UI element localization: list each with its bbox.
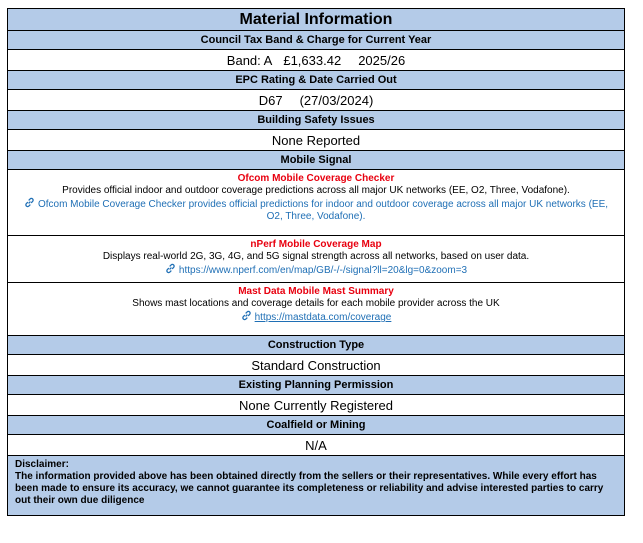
ofcom-description: Provides official indoor and outdoor coverage predictions across all major UK networks (EE, O2, Three, Vodafone).: [62, 185, 570, 196]
ofcom-link[interactable]: [16, 197, 616, 223]
council-tax-header: Council Tax Band & Charge for Current Year: [8, 31, 624, 50]
mastdata-title: Mast Data Mobile Mast Summary: [238, 286, 394, 297]
mastdata-link[interactable]: [16, 310, 616, 324]
construction-header: Construction Type: [8, 336, 624, 355]
coalfield-value: N/A: [8, 435, 624, 456]
council-tax-charge: £1,633.42: [283, 53, 342, 68]
mastdata-description: Shows mast locations and coverage details for each mobile provider across the UK: [132, 298, 500, 309]
link-icon: [165, 263, 176, 274]
mastdata-provider-block: [8, 283, 624, 336]
mastdata-link-text[interactable]: https://mastdata.com/coverage: [254, 312, 392, 323]
mobile-signal-header: Mobile Signal: [8, 151, 624, 170]
construction-value: Standard Construction: [8, 355, 624, 376]
building-safety-header: Building Safety Issues: [8, 111, 624, 130]
planning-value: None Currently Registered: [8, 395, 624, 416]
ofcom-link-text[interactable]: Ofcom Mobile Coverage Checker provides official predictions for indoor and outdoor coverage across all major UK networks (EE, O2, Three, Vodafone).: [37, 199, 609, 222]
disclaimer-text: The information provided above has been obtained directly from the sellers or their representatives. While every effort has been made to ensure its accuracy, we cannot guarantee its completeness or reliability and advise interested parties to carry out their own due diligence: [15, 471, 604, 506]
epc-rating: D67: [258, 93, 283, 108]
coalfield-header: Coalfield or Mining: [8, 416, 624, 435]
council-tax-value: [8, 50, 624, 71]
nperf-title: nPerf Mobile Coverage Map: [250, 239, 382, 250]
building-safety-value: None Reported: [8, 130, 624, 151]
council-tax-band: Band: A: [226, 53, 273, 68]
epc-header: EPC Rating & Date Carried Out: [8, 71, 624, 90]
link-icon: [24, 197, 35, 208]
epc-value: [8, 90, 624, 111]
disclaimer-label: Disclaimer:: [15, 459, 69, 470]
disclaimer: [8, 456, 624, 515]
epc-date: (27/03/2024): [299, 93, 374, 108]
planning-header: Existing Planning Permission: [8, 376, 624, 395]
link-icon: [241, 310, 252, 321]
ofcom-title: Ofcom Mobile Coverage Checker: [237, 173, 395, 184]
council-tax-year: 2025/26: [358, 53, 406, 68]
nperf-description: Displays real-world 2G, 3G, 4G, and 5G signal strength across all networks, based on user data.: [102, 251, 530, 262]
nperf-provider-block: [8, 236, 624, 283]
nperf-link[interactable]: [16, 263, 616, 277]
nperf-link-text[interactable]: https://www.nperf.com/en/map/GB/-/-/signal?ll=20&lg=0&zoom=3: [178, 265, 468, 276]
ofcom-provider-block: [8, 170, 624, 236]
material-information-table: [7, 8, 625, 516]
page-title: Material Information: [8, 9, 624, 31]
